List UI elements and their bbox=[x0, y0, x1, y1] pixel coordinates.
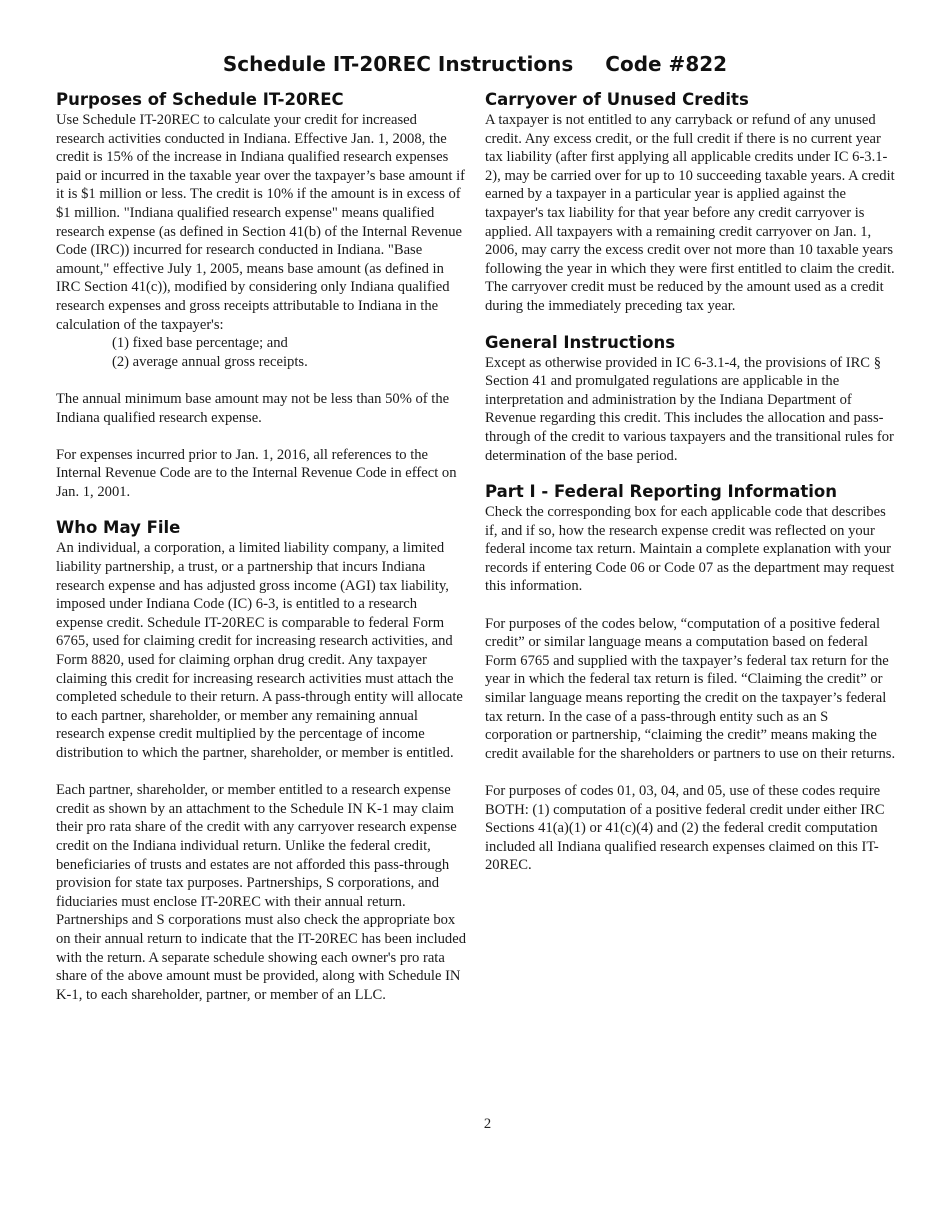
section-heading-who-may-file: Who May File bbox=[56, 518, 181, 538]
section-general-instructions bbox=[485, 333, 897, 466]
paragraph: For purposes of the codes below, “computation of a positive federal credit” or similar language means a computation based on federal Form 6765 and supplied with the taxpayer’s federal tax return for the year in which the federal tax return is filed. “Claiming the credit” or similar language means reporting the credit on the taxpayer’s federal tax return. In the case of a pass-through entity such as an S corporation or partnership, “claiming the credit” means making the credit available for the shareholders or partners to use on their returns. bbox=[485, 615, 896, 762]
form-code: Code #822 bbox=[605, 52, 728, 76]
left-column bbox=[56, 90, 466, 1004]
page-number: 2 bbox=[483, 1116, 492, 1132]
paragraph: Check the corresponding box for each applicable code that describes if, and if so, how the research expense credit was reflected on your federal income tax return. Maintain a complete explanation with your records if entering Code 06 or Code 07 as the department may request this information. bbox=[485, 504, 895, 595]
paragraph: For expenses incurred prior to Jan. 1, 2016, all references to the Internal Revenue Code are to the Internal Revenue Code in effect on Jan. 1, 2001. bbox=[56, 446, 457, 500]
list-item-fixed-base: (1) fixed base percentage; and bbox=[112, 335, 288, 352]
paragraph: Use Schedule IT-20REC to calculate your credit for increased research activities conducted in Indiana. Effective Jan. 1, 2008, the credit is 15% of the increase in Indiana qualified research expenses paid or incurred in the taxable year over the taxpayer’s base amount if it is $1 million or less. The credit is 10% if the amount is in excess of $1 million. "Indiana qualified research expense" means qualified research expense (as defined in Section 41(b) of the Internal Revenue Code (IRC)) incurred for research conducted in Indiana. "Base amount," effective July 1, 2005, means base amount (as defined in IRC Section 41(c)), modified by considering only Indiana qualified research expenses and gross receipts attributable to Indiana in the calculation of the taxpayer's: bbox=[56, 112, 466, 333]
paragraph: The annual minimum base amount may not be less than 50% of the Indiana qualified research expense. bbox=[56, 390, 450, 426]
section-part-1 bbox=[485, 482, 897, 875]
section-heading-general: General Instructions bbox=[485, 332, 676, 352]
section-carryover bbox=[485, 90, 897, 316]
paragraph: For purposes of codes 01, 03, 04, and 05, use of these codes require BOTH: (1) computation of a positive federal credit under either IRC Sections 41(a)(1) or 41(c)(4) and (2) the federal credit computation included all Indiana qualified research expenses claimed on this IT-20REC. bbox=[485, 783, 885, 874]
right-column bbox=[485, 90, 897, 875]
page-title bbox=[0, 52, 950, 76]
paragraph: Each partner, shareholder, or member entitled to a research expense credit as shown by an attachment to the Schedule IN K-1 may claim their pro rata share of the credit with any carryover research expense credit on the Indiana individual return. Unlike the federal credit, beneficiaries of trusts and estates are not afforded this pass-through provision for state tax purposes. Partnerships, S corporations, and fiduciaries must enclose IT-20REC with their annual return. Partnerships and S corporations must also check the appropriate box on their annual return to indicate that the IT-20REC has been included with the return. A separate schedule showing each owner's pro rata share of the above amount must be provided, along with Schedule IN K-1, to each shareholder, partner, or member of an LLC. bbox=[56, 782, 466, 1003]
section-heading-carryover: Carryover of Unused Credits bbox=[485, 90, 749, 109]
section-heading-part-1: Part I - Federal Reporting Information bbox=[485, 482, 838, 502]
list-item-gross-receipts: (2) average annual gross receipts. bbox=[112, 353, 308, 370]
paragraph: An individual, a corporation, a limited liability company, a limited liability partnership, a trust, or a partnership that incurs Indiana research expense and has adjusted gross income (AGI) tax liability, imposed under Indiana Code (IC) 6-3, is entitled to a research expense credit. Schedule IT-20REC is comparable to federal Form 6765, used for claiming credit for increasing research activities, and Form 8820, used for claiming orphan drug credit. Any taxpayer claiming this credit for increasing research activities must attach the completed schedule to their return. A pass-through entity will allocate to each partner, shareholder, or member any remaining annual research expense credit multiplied by the percentage of income distribution to which the partner, shareholder, or member is entitled. bbox=[56, 540, 463, 761]
paragraph: Except as otherwise provided in IC 6-3.1-4, the provisions of IRC § Section 41 and promulgated regulations are applicable in the interpretation and administration by the Indiana Department of Revenue regarding this credit. This includes the allocation and pass-through of the credit to various taxpayers and the transitional rules for determination of the base period. bbox=[485, 354, 894, 464]
section-purposes bbox=[56, 90, 466, 501]
section-heading-purposes: Purposes of Schedule IT-20REC bbox=[56, 90, 344, 109]
section-who-may-file bbox=[56, 518, 466, 1004]
document-title: Schedule IT-20REC Instructions bbox=[222, 52, 574, 76]
paragraph: A taxpayer is not entitled to any carryback or refund of any unused credit. Any excess credit, or the full credit if there is no current year tax liability (after first applying all applicable credits under IC 6-3.1-2), may be carried over for up to 10 succeeding taxable years. A credit earned by a taxpayer in a particular year is applied against the taxpayer's tax liability for that year before any credit carryover is applied. All taxpayers with a remaining credit carryover on Jan. 1, 2006, may carry the excess credit over not more than 10 taxable years following the year in which they were first entitled to claim the credit. The carryover credit must be reduced by the amount used as a credit during the immediately preceding tax year. bbox=[485, 112, 895, 314]
